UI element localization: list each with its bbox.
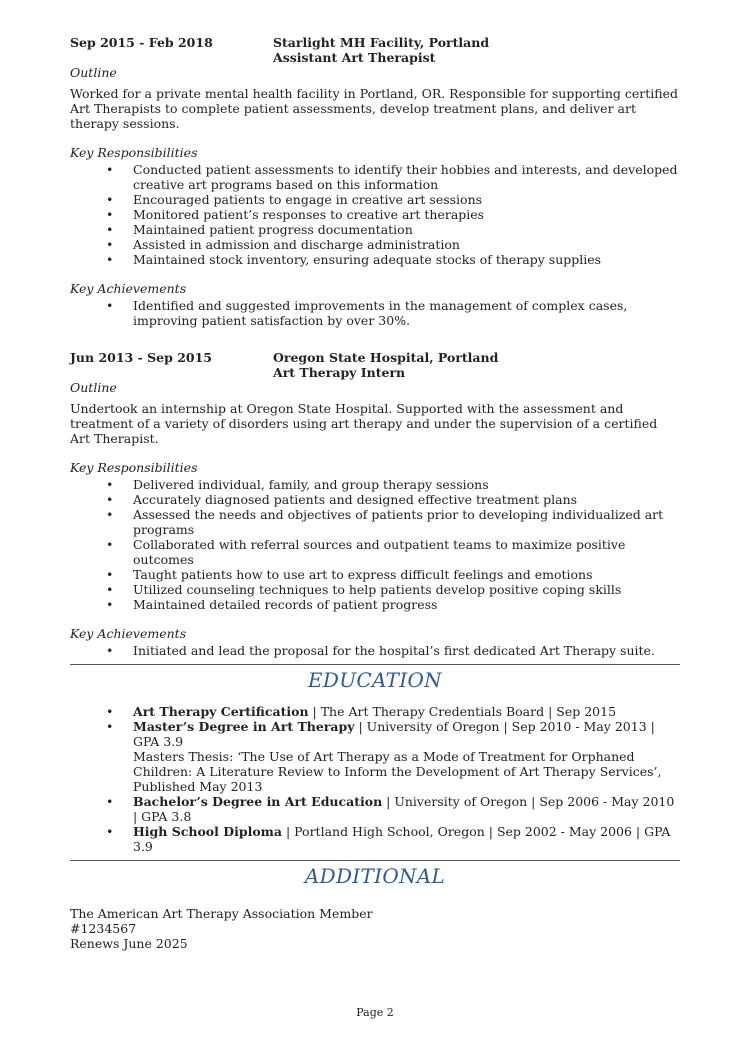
education-heading: EDUCATION (308, 668, 442, 692)
resume-page (70, 35, 680, 951)
list-item: • Monitored patient’s responses to creative art therapies (106, 207, 680, 222)
job-organization: Oregon State Hospital, Portland (273, 350, 499, 365)
achievements-label: Key Achievements (70, 626, 187, 641)
education-item (106, 719, 680, 794)
achievements-list (70, 643, 680, 658)
list-item: • Identified and suggested improvements in the management of complex cases, improving patient satisfaction by over 30%. (106, 298, 680, 328)
list-item: • Conducted patient assessments to identify their hobbies and interests, and developed creative art programs based on this information (106, 162, 680, 192)
responsibilities-list (70, 162, 680, 267)
job-org-role (273, 350, 498, 380)
list-item: • Maintained stock inventory, ensuring adequate stocks of therapy supplies (106, 252, 680, 267)
degree-details: | University of Oregon | Sep 2010 - May 2013 | GPA 3.9 (133, 719, 655, 749)
job-header (70, 35, 680, 65)
education-list (70, 704, 680, 854)
job-entry-starlight (70, 35, 680, 328)
list-item: • Accurately diagnosed patients and designed effective treatment plans (106, 492, 680, 507)
outline-text: Worked for a private mental health facility in Portland, OR. Responsible for supporting certified Art Therapists to complete patient assessments, develop treatment plans, and deliver art therapy sessions. (70, 86, 679, 131)
list-item: • Initiated and lead the proposal for the hospital’s first dedicated Art Therapy suite. (106, 643, 680, 658)
education-item (106, 704, 680, 719)
list-item: • Assessed the needs and objectives of patients prior to developing individualized art programs (106, 507, 680, 537)
job-entry-oregon-state (70, 350, 680, 658)
education-item (106, 794, 680, 824)
education-item (106, 824, 680, 854)
job-role: Art Therapy Intern (273, 365, 406, 380)
additional-heading: ADDITIONAL (304, 864, 446, 888)
job-dates: Jun 2013 - Sep 2015 (70, 350, 212, 365)
degree-details: | The Art Therapy Credentials Board | Sep 2015 (308, 704, 617, 719)
outline-label: Outline (70, 65, 117, 80)
responsibilities-label: Key Responsibilities (70, 460, 198, 475)
list-item: • Utilized counseling techniques to help patients develop positive coping skills (106, 582, 680, 597)
outline-text: Undertook an internship at Oregon State Hospital. Supported with the assessment and treatment of a variety of disorders using art therapy and under the supervision of a certified Art Therapist. (70, 401, 658, 446)
list-item: • Collaborated with referral sources and outpatient teams to maximize positive outcomes (106, 537, 680, 567)
additional-content (70, 906, 680, 951)
membership-renewal: Renews June 2025 (70, 936, 188, 951)
responsibilities-label: Key Responsibilities (70, 145, 198, 160)
membership-name: The American Art Therapy Association Member (70, 906, 373, 921)
degree-name: Art Therapy Certification (133, 704, 309, 719)
list-item: • Maintained detailed records of patient progress (106, 597, 680, 612)
degree-details: | University of Oregon | Sep 2006 - May 2010 | GPA 3.8 (133, 794, 675, 824)
thesis-note: Masters Thesis: ‘The Use of Art Therapy as a Mode of Treatment for Orphaned Children: A Literature Review to Inform the Development of Art Therapy Services’, Published May 2013 (133, 749, 662, 794)
responsibilities-list (70, 477, 680, 612)
degree-name: Master’s Degree in Art Therapy (133, 719, 355, 734)
list-item: • Taught patients how to use art to express difficult feelings and emotions (106, 567, 680, 582)
list-item: • Assisted in admission and discharge administration (106, 237, 680, 252)
degree-name: High School Diploma (133, 824, 282, 839)
job-dates: Sep 2015 - Feb 2018 (70, 35, 213, 50)
membership-number: #1234567 (70, 921, 137, 936)
degree-details: | Portland High School, Oregon | Sep 2002 - May 2006 | GPA 3.9 (133, 824, 671, 854)
list-item: • Maintained patient progress documentation (106, 222, 680, 237)
section-divider (70, 664, 680, 665)
job-org-role (273, 35, 489, 65)
job-header (70, 350, 680, 380)
job-organization: Starlight MH Facility, Portland (273, 35, 490, 50)
achievements-label: Key Achievements (70, 281, 187, 296)
job-role: Assistant Art Therapist (273, 50, 436, 65)
section-divider (70, 860, 680, 861)
list-item: • Encouraged patients to engage in creative art sessions (106, 192, 680, 207)
list-item: • Delivered individual, family, and group therapy sessions (106, 477, 680, 492)
degree-name: Bachelor’s Degree in Art Education (133, 794, 383, 809)
page-number: Page 2 (356, 1006, 394, 1019)
achievements-list (70, 298, 680, 328)
outline-label: Outline (70, 380, 117, 395)
